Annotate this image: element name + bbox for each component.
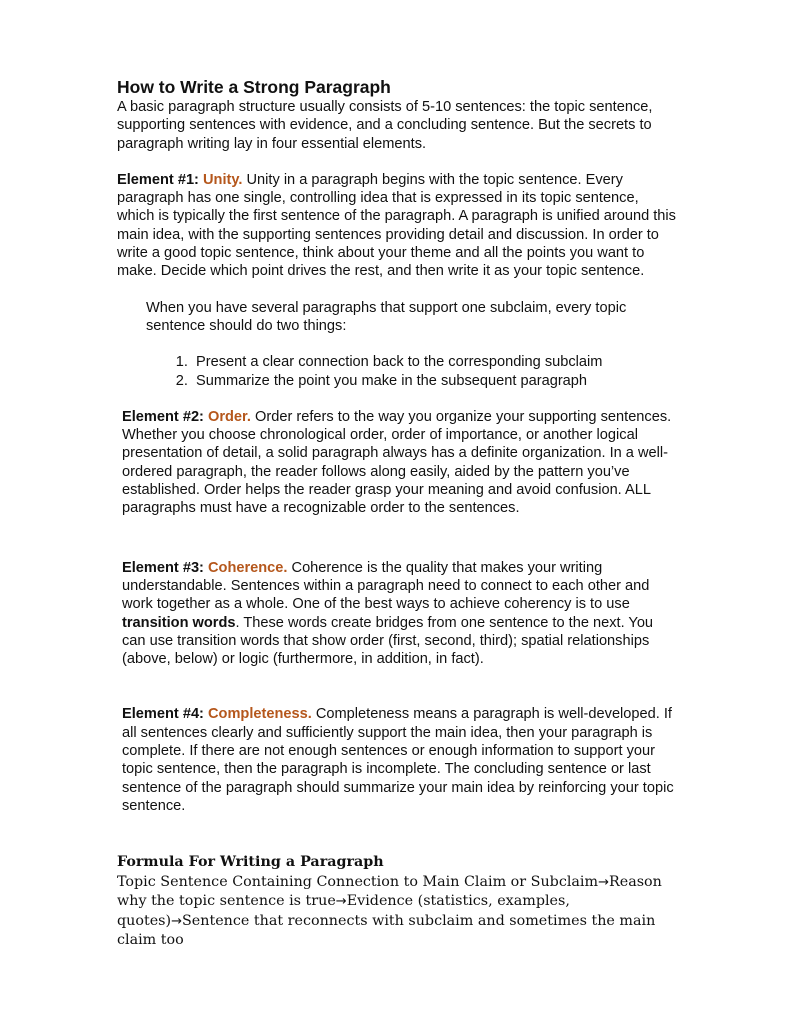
- formula-part-3: Evidence (statistics, examples, quotes): [117, 893, 570, 929]
- element-2-name: Order.: [207, 408, 251, 425]
- subclaim-text: When you have several paragraphs that support one subclaim, every topic sentence should do two things:: [146, 299, 627, 334]
- element-1-name: Unity.: [202, 171, 243, 188]
- element-4-text: Completeness means a paragraph is well-developed. If all sentences clearly and sufficiently support the main idea, then your paragraph is complete. If there are not enough sentences or enough information to support your topic sentence, then the paragraph is incomplete. The concluding sentence or last sentence of the paragraph should summarize your main idea by reinforcing your topic sentence.: [122, 706, 674, 814]
- element-3-text-after: . These words create bridges from one sentence to the next. You can use transition words that show order (first, second, third); spatial relationships (above, below) or logic (furthermore, in addition, in fact).: [122, 614, 654, 668]
- element-3-text-before: Coherence is the quality that makes your writing understandable. Sentences within a paragraph need to connect to each other and work together as a whole. One of the best ways to achieve coherency is to use: [122, 559, 650, 613]
- element-3-label: Element #3:: [122, 559, 204, 576]
- element-2-label: Element #2:: [122, 408, 204, 425]
- element-4-name: Completeness.: [207, 706, 312, 723]
- element-2-text: Order refers to the way you organize your supporting sentences. Whether you choose chronological order, order of importance, or another logical presentation of detail, a solid paragraph always has a definite organization. In a well-ordered paragraph, the reader follows along easily, aided by the pattern you’ve established. Order helps the reader grasp your meaning and avoid confusion. ALL paragraphs must have a recognizable order to the sentences.: [122, 408, 672, 517]
- transition-words-term: transition words: [122, 614, 236, 631]
- page-title: How to Write a Strong Paragraph: [117, 77, 391, 97]
- formula-part-4: Sentence that reconnects with subclaim and sometimes the main claim too: [117, 912, 656, 949]
- list-item: 2. Summarize the point you make in the subsequent paragraph: [192, 372, 677, 390]
- formula-part-2: Reason why the topic sentence is true: [117, 873, 662, 910]
- arrow-right-icon: →: [171, 913, 182, 929]
- element-1-label: Element #1:: [117, 171, 199, 188]
- subclaim-block: [146, 299, 677, 390]
- element-3-name: Coherence.: [207, 559, 288, 576]
- element-3-paragraph: [122, 559, 677, 669]
- formula-body: [117, 873, 677, 951]
- element-1-paragraph: [117, 171, 677, 281]
- document-page: [117, 76, 677, 951]
- formula-part-1: Topic Sentence Containing Connection to Main Claim or Subclaim: [117, 873, 599, 890]
- subclaim-list: [146, 353, 677, 390]
- intro-paragraph: A basic paragraph structure usually consists of 5-10 sentences: the topic sentence, supporting sentences with evidence, and a concluding sentence. But the secrets to paragraph writing lay in four essential elements.: [117, 99, 653, 152]
- element-4-label: Element #4:: [122, 706, 204, 723]
- element-1-text: Unity in a paragraph begins with the topic sentence. Every paragraph has one single, controlling idea that is expressed in its topic sentence, which is typically the first sentence of the paragraph. A paragraph is unified around this main idea, with the supporting sentences providing detail and discussion. In order to write a good topic sentence, think about your theme and all the points you want to make. Decide which point drives the rest, and then write it as your topic sentence.: [117, 171, 676, 280]
- formula-section: [117, 853, 677, 951]
- arrow-right-icon: →: [335, 894, 347, 910]
- element-2-paragraph: [122, 408, 677, 518]
- element-4-paragraph: [122, 705, 677, 815]
- arrow-right-icon: →: [598, 874, 609, 890]
- list-item: 1. Present a clear connection back to the corresponding subclaim: [192, 353, 677, 371]
- formula-title: Formula For Writing a Paragraph: [117, 854, 384, 871]
